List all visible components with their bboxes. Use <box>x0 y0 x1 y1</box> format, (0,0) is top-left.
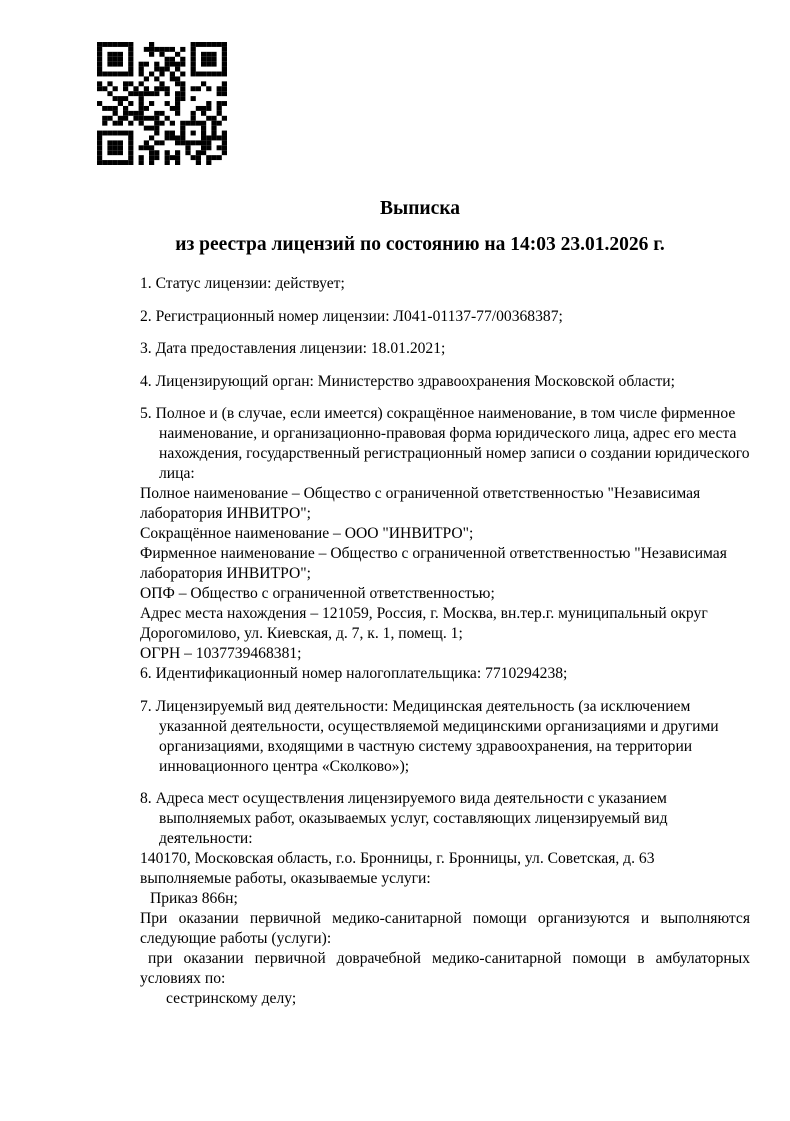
page-subtitle: из реестра лицензий по состоянию на 14:03 23.01.2026 г. <box>175 234 665 255</box>
org-full-name: Полное наименование – Общество с ограниченной ответственностью "Независимая лаборатория ИНВИТРО"; <box>140 485 701 522</box>
pre-doctor-paragraph: при оказании первичной доврачебной медико-санитарной помощи в амбулаторных условиях по: <box>140 950 750 987</box>
item-inn: 6. Идентификационный номер налогоплательщика: 7710294238; <box>140 665 568 682</box>
org-brand-name: Фирменное наименование – Общество с ограниченной ответственностью "Независимая лаборатория ИНВИТРО"; <box>140 545 727 582</box>
document-body <box>140 274 750 1009</box>
qr-code <box>97 42 227 165</box>
primary-care-paragraph: При оказании первичной медико-санитарной помощи организуются и выполняются следующие работы (услуги): <box>140 910 750 947</box>
nursing-line: сестринскому делу; <box>166 990 297 1007</box>
item-activity-type: 7. Лицензируемый вид деятельности: Медицинская деятельность (за исключением указанной деятельности, осуществляемой медицинскими организациями и другими организациями, входящими в частную систему здравоохранения, на территории инновационного центра «Сколково»); <box>140 697 719 775</box>
document-header <box>90 197 750 257</box>
org-ogrn: ОГРН – 1037739468381; <box>140 645 302 662</box>
item-registration-number: 2. Регистрационный номер лицензии: Л041-01137-77/00368387; <box>140 307 563 325</box>
item-license-status: 1. Статус лицензии: действует; <box>140 275 345 292</box>
order-866n: Приказ 866н; <box>150 890 238 907</box>
item-grant-date: 3. Дата предоставления лицензии: 18.01.2021; <box>140 340 446 357</box>
item-activity-addresses-heading: 8. Адреса мест осуществления лицензируемого вида деятельности с указанием выполняемых работ, оказываемых услуг, составляющих лицензируемый вид деятельности: <box>140 790 668 847</box>
works-services-label: выполняемые работы, оказываемые услуги: <box>140 870 431 887</box>
org-opf: ОПФ – Общество с ограниченной ответственностью; <box>140 585 495 602</box>
org-short-name: Сокращённое наименование – ООО "ИНВИТРО"; <box>140 525 474 542</box>
item-licensing-authority: 4. Лицензирующий орган: Министерство здравоохранения Московской области; <box>140 372 675 390</box>
activity-section <box>140 849 750 1009</box>
org-address: Адрес места нахождения – 121059, Россия, г. Москва, вн.тер.г. муниципальный округ Дорогомилово, ул. Киевская, д. 7, к. 1, помещ. 1; <box>140 605 708 642</box>
page-title: Выписка <box>379 198 461 219</box>
item-org-names-heading: 5. Полное и (в случае, если имеется) сокращённое наименование, в том числе фирменное наименование, и организационно-правовая форма юридического лица, адрес его места нахождения, государственный регистрационный номер записи о создании юридического лица: <box>140 405 750 482</box>
activity-address: 140170, Московская область, г.о. Бронницы, г. Бронницы, ул. Советская, д. 63 <box>140 850 655 867</box>
organization-details <box>140 484 750 664</box>
